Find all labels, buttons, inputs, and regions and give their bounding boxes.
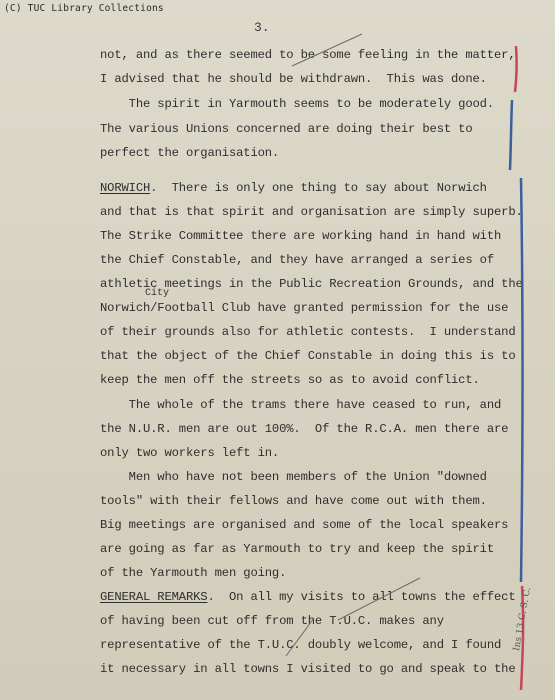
text-line: and that is that spirit and organisation are simply superb. [100, 205, 523, 219]
handwritten-insertion: City [145, 288, 170, 299]
text-line: of the Yarmouth men going. [100, 566, 287, 580]
blue-margin-mark [510, 100, 512, 170]
text-fragment: . On all my visits to all towns the effect [207, 590, 516, 604]
text-line: representative of the T.U.C. doubly welcome, and I found [100, 638, 502, 652]
text-line: perfect the organisation. [100, 146, 280, 160]
text-line: keep the men off the streets so as to avoid conflict. [100, 373, 480, 387]
section-heading-norwich: NORWICH [100, 181, 151, 195]
text-line: not, and as there seemed to be some feeling in the matter, [100, 48, 516, 62]
margin-note: Ins 13 C. S. C. [512, 586, 534, 652]
pencil-stroke [292, 34, 362, 66]
text-line: of their grounds also for athletic contests. I understand [100, 325, 516, 339]
watermark: (C) TUC Library Collections [4, 3, 164, 14]
pencil-stroke [338, 578, 420, 620]
text-line: only two workers left in. [100, 446, 280, 460]
text-line: the Chief Constable, and they have arranged a series of [100, 253, 495, 267]
text-line: Big meetings are organised and some of the local speakers [100, 518, 509, 532]
text-fragment: . There is only one thing to say about Norwich [150, 181, 487, 195]
text-line: that the object of the Chief Constable in doing this is to [100, 349, 516, 363]
blue-margin-mark [521, 178, 523, 582]
text-line: Norwich/Football Club have granted permission for the use [100, 301, 509, 315]
text-line: athletic meetings in the Public Recreation Grounds, and the [100, 277, 523, 291]
text-line: I advised that he should be withdrawn. This was done. [100, 72, 487, 86]
text-line: of having been cut off from the T.U.C. makes any [100, 614, 444, 628]
text-line: The Strike Committee there are working hand in hand with [100, 229, 502, 243]
pencil-stroke [286, 618, 314, 656]
text-line: tools" with their fellows and have come out with them. [100, 494, 487, 508]
text-line: it necessary in all towns I visited to go and speak to the [100, 662, 516, 676]
text-line: the N.U.R. men are out 100%. Of the R.C.A. men there are [100, 422, 509, 436]
red-margin-mark [515, 46, 517, 92]
text-line: The spirit in Yarmouth seems to be moderately good. [100, 97, 495, 111]
section-heading-general-remarks: GENERAL REMARKS [100, 590, 208, 604]
text-line: The whole of the trams there have ceased to run, and [100, 398, 502, 412]
page-number: 3. [254, 20, 270, 35]
text-line: are going as far as Yarmouth to try and keep the spirit [100, 542, 495, 556]
text-line: Men who have not been members of the Union "downed [100, 470, 487, 484]
text-line: The various Unions concerned are doing their best to [100, 122, 473, 136]
